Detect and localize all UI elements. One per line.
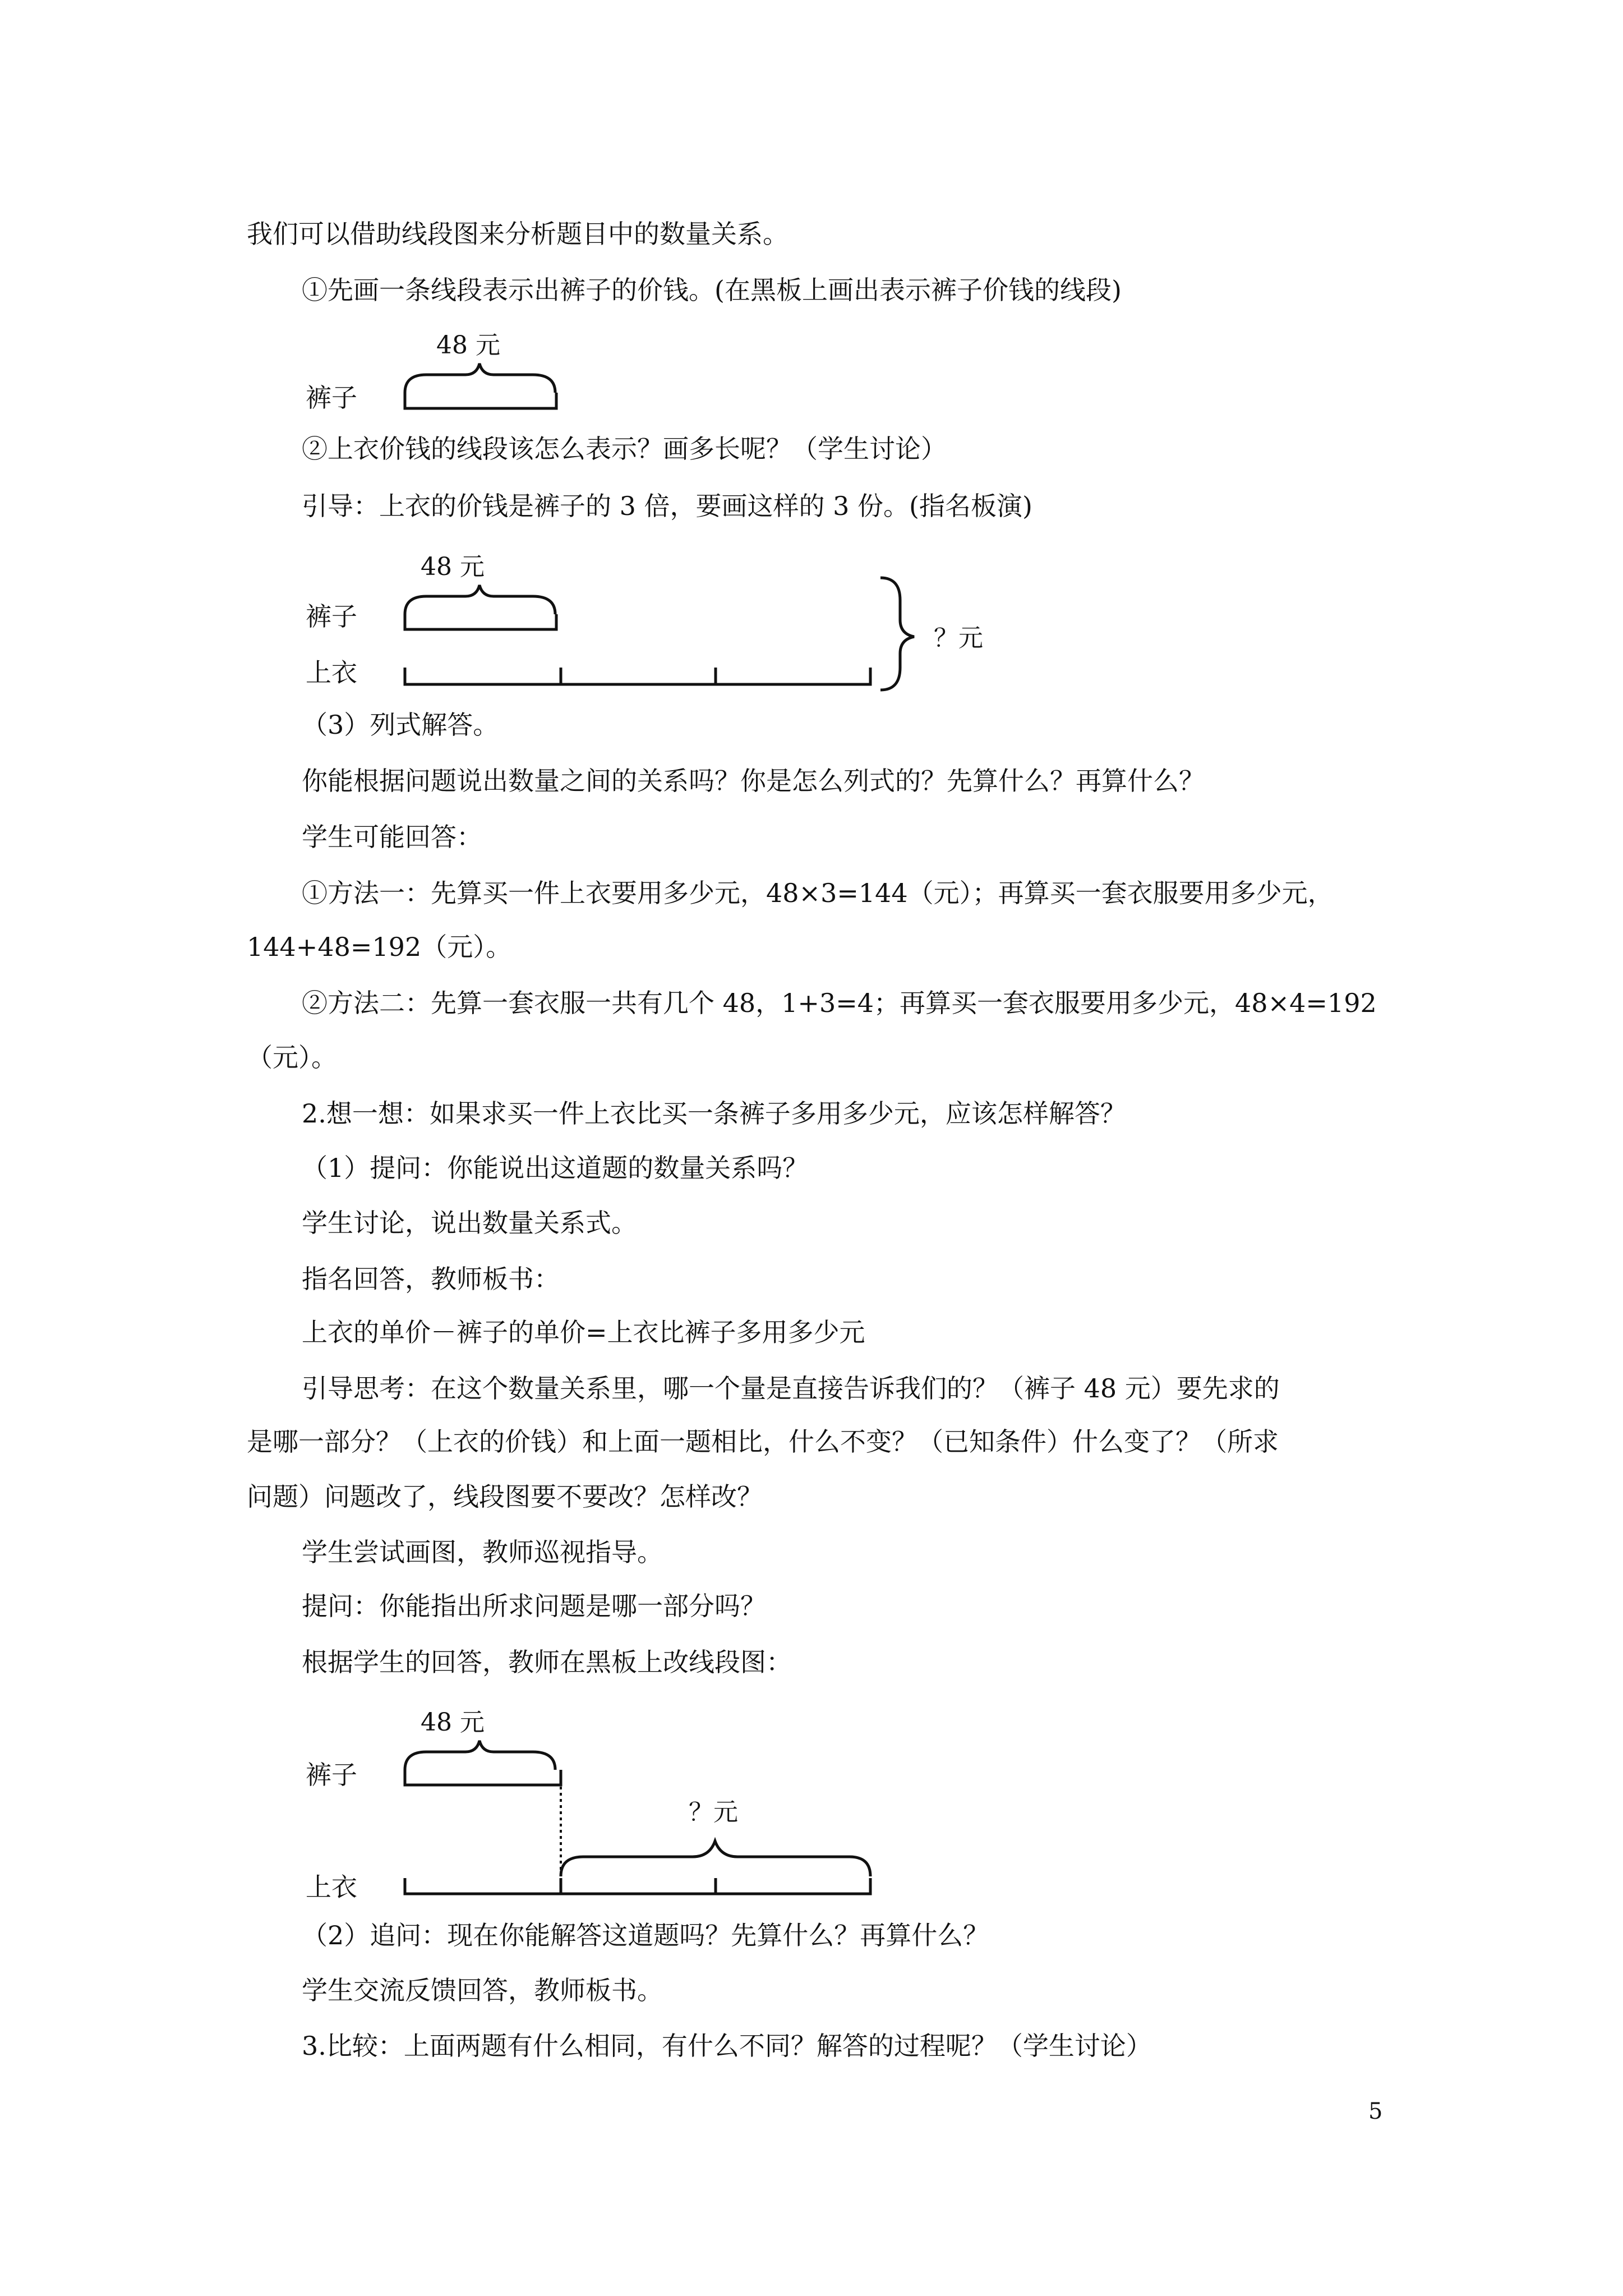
diagram3-pants-label: 裤子 <box>306 1760 357 1790</box>
diagram3-jacket-label: 上衣 <box>306 1872 357 1902</box>
paragraph-guide2-c: 问题）问题改了，线段图要不要改？怎样改？ <box>247 1481 763 1512</box>
paragraph-step3: （3）列式解答。 <box>302 710 499 740</box>
paragraph-discuss: 学生讨论，说出数量关系式。 <box>302 1208 637 1238</box>
diagram2-pants-segment <box>405 614 556 629</box>
paragraph-ask2: 提问：你能指出所求问题是哪一部分吗？ <box>302 1591 766 1621</box>
paragraph-possible-answers: 学生可能回答： <box>302 822 482 852</box>
diagram2-group <box>306 553 983 690</box>
paragraph-feedback: 学生交流反馈回答，教师板书。 <box>302 1975 663 2005</box>
diagram3-pants-brace <box>405 1741 555 1770</box>
diagram2-total-brace <box>880 578 914 690</box>
diagram3-group <box>306 1708 870 1902</box>
diagram1-pants-label: 裤子 <box>306 383 357 413</box>
diagram2-total-value: ？元 <box>934 624 983 652</box>
diagram3-pants-value: 48 元 <box>421 1708 485 1737</box>
paragraph-ask3: （2）追问：现在你能解答这道题吗？先算什么？再算什么？ <box>302 1920 989 1950</box>
diagram2-pants-brace <box>405 585 555 614</box>
paragraph-step1: ①先画一条线段表示出裤子的价钱。(在黑板上画出表示裤子价钱的线段) <box>302 275 1122 305</box>
diagram2-pants-value: 48 元 <box>421 553 485 581</box>
paragraph-answer: 指名回答，教师板书： <box>302 1264 560 1294</box>
paragraph-question1: 你能根据问题说出数量之间的关系吗？你是怎么列式的？先算什么？再算什么？ <box>302 766 1205 796</box>
paragraph-guide2-a: 引导思考：在这个数量关系里，哪一个量是直接告诉我们的？（裤子 48 元）要先求的 <box>302 1373 1280 1404</box>
diagram3-pants-segment <box>405 1770 561 1785</box>
paragraph-guide2-b: 是哪一部分？（上衣的价钱）和上面一题相比，什么不变？（已知条件）什么变了？（所求 <box>247 1427 1279 1457</box>
paragraph-think: 2.想一想：如果求买一件上衣比买一条裤子多用多少元，应该怎样解答？ <box>302 1098 1126 1129</box>
paragraph-relation: 上衣的单价－裤子的单价=上衣比裤子多用多少元 <box>302 1317 865 1347</box>
paragraph-method1-b: 144+48=192（元）。 <box>247 932 512 962</box>
diagram1-pants-segment <box>405 393 556 408</box>
diagram3-diff-value: ？元 <box>689 1798 738 1826</box>
paragraph-intro: 我们可以借助线段图来分析题目中的数量关系。 <box>247 219 789 249</box>
diagram2-jacket-segment <box>405 668 870 684</box>
paragraph-method2-b: （元）。 <box>247 1042 337 1073</box>
paragraph-revise: 根据学生的回答，教师在黑板上改线段图： <box>302 1647 792 1677</box>
paragraph-guide1: 引导：上衣的价钱是裤子的 3 倍，要画这样的 3 份。(指名板演) <box>302 491 1032 521</box>
paragraph-ask1: （1）提问：你能说出这道题的数量关系吗？ <box>302 1153 809 1183</box>
diagram2-jacket-label: 上衣 <box>306 657 357 688</box>
diagram2-pants-label: 裤子 <box>306 601 357 632</box>
paragraph-compare: 3.比较：上面两题有什么相同，有什么不同？解答的过程呢？（学生讨论） <box>302 2031 1152 2061</box>
page-number: 5 <box>1368 2099 1383 2124</box>
paragraph-method2-a: ②方法二：先算一套衣服一共有几个 48，1+3=4；再算买一套衣服要用多少元，48×4=192 <box>302 988 1377 1018</box>
diagram1-pants-value: 48 元 <box>436 331 500 360</box>
paragraph-step2: ②上衣价钱的线段该怎么表示？画多长呢？（学生讨论） <box>302 434 947 464</box>
diagram1-group <box>306 331 556 413</box>
diagram1-pants-brace <box>405 364 555 393</box>
paragraph-try-draw: 学生尝试画图，教师巡视指导。 <box>302 1537 663 1567</box>
diagram3-diff-brace <box>561 1841 870 1876</box>
diagram3-jacket-segment <box>405 1878 870 1894</box>
paragraph-method1-a: ①方法一：先算买一件上衣要用多少元，48×3=144（元）；再算买一套衣服要用多少元， <box>302 878 1334 908</box>
